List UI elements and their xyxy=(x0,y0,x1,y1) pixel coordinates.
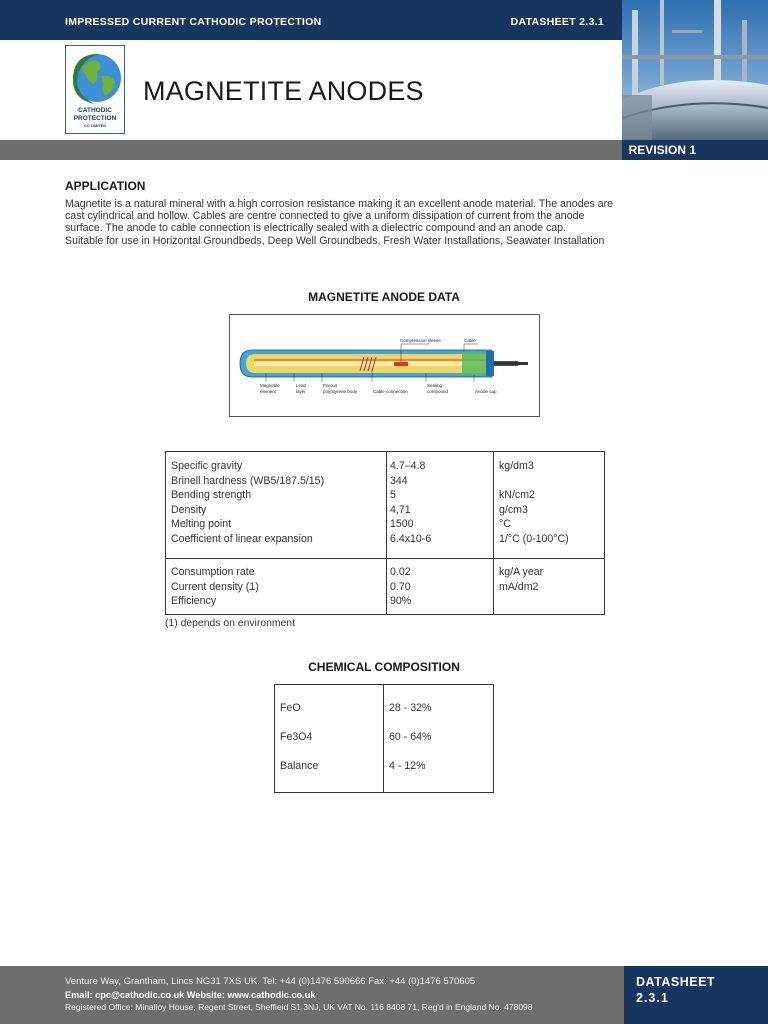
label-sealing-compound-1: Sealing xyxy=(427,383,443,388)
label-lead-layer-2: layer xyxy=(296,389,306,394)
table-cell: kg/dm3 xyxy=(499,460,534,472)
anode-data-heading: MAGNETITE ANODE DATA xyxy=(308,290,460,304)
chem-range: 4 - 12% xyxy=(389,760,426,772)
revision-label: REVISION 1 xyxy=(628,143,696,157)
footer-contact: Email: cpc@cathodic.co.uk Website: www.cathodic.co.uk xyxy=(65,990,316,1000)
footer xyxy=(0,966,768,1024)
table-cell: 5 xyxy=(390,489,396,502)
footer-datasheet-badge xyxy=(624,966,768,1024)
label-cable-connection: Cable connection xyxy=(373,389,408,394)
table-cell: 1/°C (0-100°C) xyxy=(499,532,569,545)
logo-text-protection: PROTECTION xyxy=(73,115,117,122)
table-cell: 0.70 xyxy=(390,580,411,593)
application-text xyxy=(65,198,705,247)
table-cell: 0.02 xyxy=(390,566,411,578)
header-bar xyxy=(0,0,622,40)
chem-component: Balance xyxy=(280,760,319,772)
table-cell: 6.4x10-6 xyxy=(390,532,432,545)
group2-values xyxy=(390,565,411,609)
chem-component: FeO xyxy=(280,702,301,714)
label-magnetite-element-1: Magnetite xyxy=(260,383,280,388)
table-cell: mA/dm2 xyxy=(499,580,539,593)
chem-range: 60 - 64% xyxy=(389,731,432,743)
group2-properties xyxy=(171,565,259,609)
table-cell: kN/cm2 xyxy=(499,489,535,502)
header-section-title: IMPRESSED CURRENT CATHODIC PROTECTION xyxy=(65,16,322,28)
table-cell: g/cm3 xyxy=(499,503,528,516)
table-divider xyxy=(383,685,384,792)
industrial-pipework-photo xyxy=(622,0,768,140)
table-cell: 4,71 xyxy=(390,503,411,516)
group2-units xyxy=(499,565,543,594)
logo-text-cathodic: CATHODIC xyxy=(78,107,112,114)
cathodic-protection-logo xyxy=(65,45,125,134)
table-divider xyxy=(493,452,494,614)
application-line: surface. The anode to cable connection is electrically sealed with a dielectric compound and an anode cap. xyxy=(65,222,566,235)
label-sealing-compound-2: compound xyxy=(427,389,449,394)
application-heading: APPLICATION xyxy=(65,179,146,193)
table-cell: Specific gravity xyxy=(171,460,243,472)
table-cell: 90% xyxy=(390,595,412,608)
label-porous-body-1: Porous xyxy=(323,383,338,388)
table-cell: 344 xyxy=(390,474,408,487)
label-anode-cap: Anode cap xyxy=(475,389,497,394)
label-compression-sleeve: Compression sleeve xyxy=(400,338,441,343)
chem-component: Fe3O4 xyxy=(280,731,313,743)
chemical-composition-table xyxy=(274,684,494,793)
table-cell: 4.7–4.8 xyxy=(390,460,426,472)
table-cell: Efficiency xyxy=(171,595,217,608)
table-cell: Density xyxy=(171,503,207,516)
footnote: (1) depends on environment xyxy=(165,618,295,629)
application-line: cast cylindrical and hollow. Cables are centre connected to give a uniform dissipation of current from the anode xyxy=(65,210,585,223)
footer-datasheet-word: DATASHEET xyxy=(636,975,716,989)
table-divider xyxy=(166,558,604,559)
table-cell: Brinell hardness (WB5/187.5/15) xyxy=(171,474,325,487)
footer-datasheet-number: 2.3.1 xyxy=(636,991,669,1005)
table-cell xyxy=(499,474,569,489)
table-cell: °C xyxy=(499,518,511,531)
group1-values xyxy=(390,459,431,547)
table-cell: Melting point xyxy=(171,518,232,531)
table-cell: Bending strength xyxy=(171,489,252,502)
chem-range: 28 - 32% xyxy=(389,702,432,714)
table-divider xyxy=(386,452,387,614)
footer-registered-office: Registered Office: Minalloy House, Regent Street, Sheffield S1 3NJ, UK VAT No. 116 8408 71, Reg'd in England No. 478098 xyxy=(65,1002,533,1012)
globe-icon xyxy=(69,50,123,106)
table-cell: Current density (1) xyxy=(171,580,259,593)
header-datasheet-label: DATASHEET 2.3.1 xyxy=(510,16,604,28)
application-line: Magnetite is a natural mineral with a high corrosion resistance making it an excellent anode material. The anodes are xyxy=(65,198,614,210)
group1-properties xyxy=(171,459,324,547)
anode-data-table xyxy=(165,451,605,615)
table-cell: kg/A year xyxy=(499,566,544,578)
label-magnetite-element-2: element xyxy=(260,389,277,394)
revision-badge xyxy=(622,140,768,160)
page-title: MAGNETITE ANODES xyxy=(143,76,424,106)
group1-units xyxy=(499,459,569,547)
table-cell: 1500 xyxy=(390,518,414,531)
revision-bar xyxy=(0,140,768,160)
logo-text-co-limited: CO LIMITED xyxy=(84,124,106,128)
label-cable: Cable xyxy=(464,338,476,343)
label-lead-layer-1: Lead xyxy=(296,383,307,388)
footer-address: Venture Way, Grantham, Lincs NG31 7XS UK. Tel: +44 (0)1476 590666 Fax: +44 (0)1476 570605 xyxy=(65,976,476,987)
chemical-composition-heading: CHEMICAL COMPOSITION xyxy=(308,660,460,674)
label-porous-body-2: polystyrene body xyxy=(323,389,358,394)
table-cell: Consumption rate xyxy=(171,566,255,578)
application-line: Suitable for use in Horizontal Groundbeds, Deep Well Groundbeds, Fresh Water Installations, Seawater Installation xyxy=(65,234,605,247)
anode-cross-section-diagram xyxy=(229,314,540,417)
table-cell: Coefficient of linear expansion xyxy=(171,532,313,545)
